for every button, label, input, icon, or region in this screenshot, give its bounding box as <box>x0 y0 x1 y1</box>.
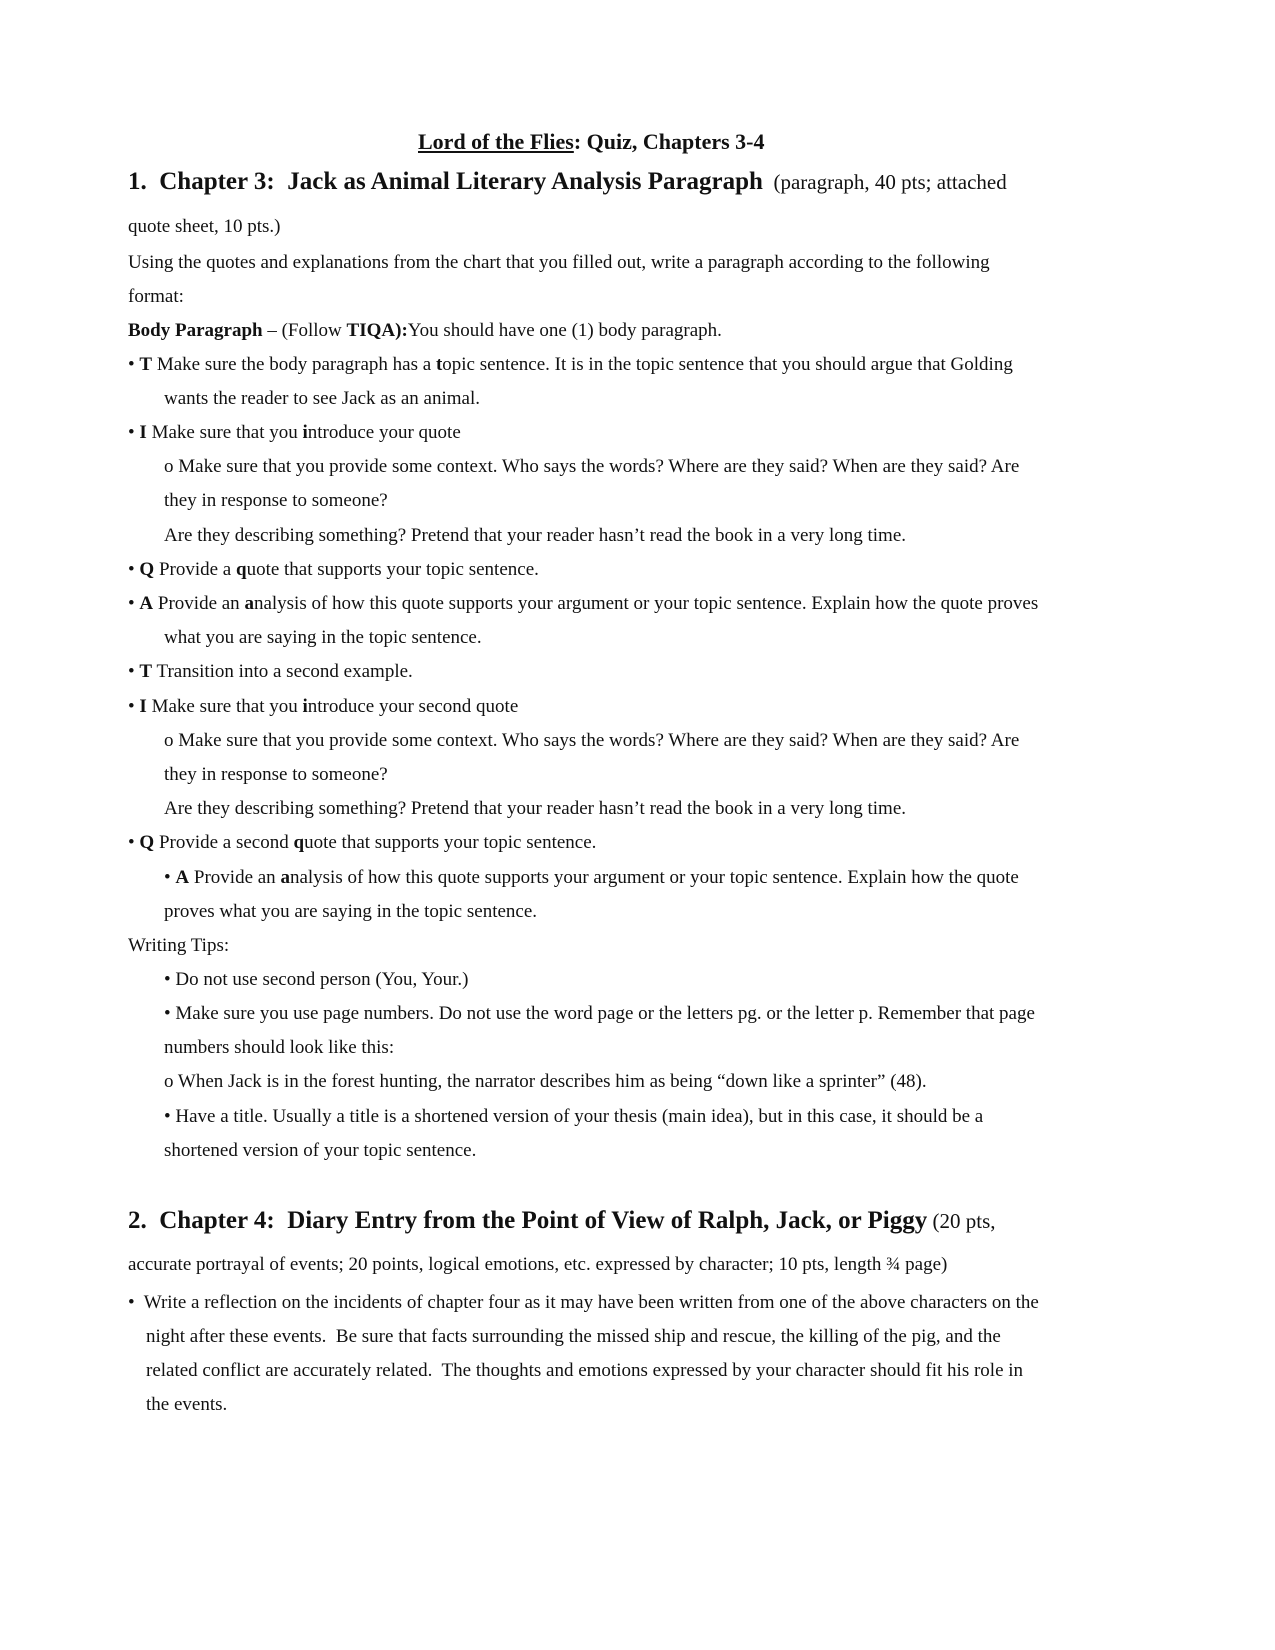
text-segment: o Make sure that you provide some context. Who says the words? Where are they said? When are they said? Are <box>164 730 1020 751</box>
text-segment: – (Follow <box>262 320 347 341</box>
text-segment: Lord of the Flies <box>418 129 574 154</box>
text-segment: ntroduce your quote <box>307 422 461 443</box>
document-title <box>418 131 764 153</box>
text-segment: • Have a title. Usually a title is a shortened version of your thesis (main idea), but in this case, it should be a <box>164 1106 984 1127</box>
tip-item <box>164 1003 1035 1025</box>
intro-text <box>128 252 990 274</box>
text-segment: nalysis of how this quote supports your argument or your topic sentence. Explain how the quote <box>289 867 1019 888</box>
tip-example <box>164 1071 927 1093</box>
text-segment: shortened version of your topic sentence. <box>164 1140 477 1161</box>
text-segment: • <box>128 593 140 614</box>
text-segment: Provide an <box>153 593 245 614</box>
sub-item <box>164 730 1019 752</box>
writing-tips-label <box>128 935 229 957</box>
text-segment: ntroduce your second quote <box>307 696 519 717</box>
text-segment: what you are saying in the topic sentence. <box>164 627 482 648</box>
text-segment: (paragraph, 40 pts; attached <box>762 170 1007 194</box>
text-segment: Writing Tips: <box>128 935 230 956</box>
text-segment: Provide an <box>189 867 281 888</box>
text-segment: Transition into a second example. <box>152 661 413 682</box>
text-segment: Make sure that you <box>146 422 303 443</box>
section-2-heading-cont <box>128 1254 947 1276</box>
sub-item-cont <box>164 764 388 786</box>
bullet-item <box>164 867 1019 889</box>
text-segment: q <box>293 832 305 853</box>
text-segment: • Write a reflection on the incidents of chapter four as it may have been written from one of the above characters on the <box>128 1292 1039 1313</box>
text-segment: • <box>128 354 140 375</box>
text-segment: Q <box>139 559 155 580</box>
text-segment: night after these events. Be sure that facts surrounding the missed ship and rescue, the killing of the pig, and the <box>146 1326 1001 1347</box>
text-segment: uote that supports your topic sentence. <box>304 832 597 853</box>
text-segment: proves what you are saying in the topic sentence. <box>164 901 538 922</box>
text-segment: format: <box>128 286 184 307</box>
section-1-heading <box>128 168 1007 195</box>
section-2-bullet-cont <box>146 1326 1001 1348</box>
text-segment: Make sure the body paragraph has a <box>152 354 436 375</box>
text-segment: TIQA): <box>346 320 408 341</box>
sub-item <box>164 456 1019 478</box>
section-2-bullet-cont <box>146 1394 227 1416</box>
text-segment: • <box>128 832 140 853</box>
section-2-bullet-cont <box>146 1360 1023 1382</box>
text-segment: I <box>139 422 147 443</box>
text-segment: i <box>302 422 308 443</box>
intro-text <box>128 286 184 308</box>
sub-item-cont <box>164 525 906 547</box>
text-segment: opic sentence. It is in the topic sentence that you should argue that Golding <box>442 354 1013 375</box>
bullet-item <box>128 422 461 444</box>
sub-item-cont <box>164 798 906 820</box>
text-segment: • <box>128 422 140 443</box>
text-segment: Make sure that you <box>146 696 303 717</box>
sub-item-cont <box>164 490 388 512</box>
tip-item-cont <box>164 1140 476 1162</box>
text-segment: Provide a second <box>154 832 294 853</box>
text-segment: • <box>128 696 140 717</box>
bullet-item <box>128 696 518 718</box>
bullet-item <box>128 661 413 683</box>
text-segment: they in response to someone? <box>164 490 388 511</box>
text-segment: a <box>280 867 290 888</box>
section-1-heading-cont <box>128 216 281 238</box>
tip-item-cont <box>164 1037 394 1059</box>
text-segment: : Quiz, Chapters 3-4 <box>573 129 765 154</box>
text-segment: o When Jack is in the forest hunting, the narrator describes him as being “down like a sprinter” (48). <box>164 1071 927 1092</box>
text-segment: 2. Chapter 4: Diary Entry from the Point of View of Ralph, Jack, or Piggy <box>128 1207 928 1234</box>
bullet-item-cont <box>164 901 537 923</box>
text-segment: wants the reader to see Jack as an animal. <box>164 388 481 409</box>
text-segment: (20 pts, <box>927 1209 996 1233</box>
text-segment: i <box>302 696 308 717</box>
text-segment: a <box>244 593 254 614</box>
bullet-item <box>128 354 1013 376</box>
text-segment: • Make sure you use page numbers. Do not use the word page or the letters pg. or the letter p. Remember that page <box>164 1003 1035 1024</box>
text-segment: q <box>235 559 247 580</box>
text-segment: Using the quotes and explanations from the chart that you filled out, write a paragraph according to the following <box>128 252 990 273</box>
text-segment: related conflict are accurately related. The thoughts and emotions expressed by your character should fit his role in <box>146 1360 1024 1381</box>
text-segment: A <box>139 593 154 614</box>
section-2-bullet <box>128 1292 1039 1314</box>
text-segment: I <box>139 696 147 717</box>
bullet-item <box>128 593 1038 615</box>
text-segment: 1. Chapter 3: Jack as Animal Literary Analysis Paragraph <box>128 168 763 195</box>
text-segment: T <box>139 661 153 682</box>
text-segment: Body Paragraph <box>128 320 263 341</box>
text-segment: • Do not use second person (You, Your.) <box>164 969 469 990</box>
text-segment: o Make sure that you provide some context. Who says the words? Where are they said? When are they said? Are <box>164 456 1020 477</box>
bullet-item-cont <box>164 627 482 649</box>
text-segment: • <box>128 559 140 580</box>
text-segment: numbers should look like this: <box>164 1037 395 1058</box>
text-segment: uote that supports your topic sentence. <box>246 559 539 580</box>
text-segment: T <box>139 354 153 375</box>
text-segment: • <box>164 867 176 888</box>
text-segment: You should have one (1) body paragraph. <box>407 320 722 341</box>
body-paragraph-label <box>128 320 722 342</box>
text-segment: the events. <box>146 1394 228 1415</box>
text-segment: Q <box>139 832 155 853</box>
tip-item <box>164 1106 983 1128</box>
text-segment: A <box>175 867 190 888</box>
text-segment: nalysis of how this quote supports your argument or your topic sentence. Explain how the quote proves <box>253 593 1039 614</box>
text-segment: • <box>128 661 140 682</box>
bullet-item <box>128 559 539 581</box>
bullet-item <box>128 832 596 854</box>
tip-item <box>164 969 469 991</box>
text-segment: t <box>435 354 443 375</box>
text-segment: Are they describing something? Pretend that your reader hasn’t read the book in a very long time. <box>164 798 907 819</box>
text-segment: Are they describing something? Pretend that your reader hasn’t read the book in a very long time. <box>164 525 907 546</box>
text-segment: they in response to someone? <box>164 764 388 785</box>
text-segment: accurate portrayal of events; 20 points, logical emotions, etc. expressed by character; 10 pts, length ¾ page) <box>128 1254 948 1275</box>
text-segment: Provide a <box>154 559 236 580</box>
text-segment: quote sheet, 10 pts.) <box>128 216 281 237</box>
section-2-heading <box>128 1207 996 1234</box>
bullet-item-cont <box>164 388 480 410</box>
